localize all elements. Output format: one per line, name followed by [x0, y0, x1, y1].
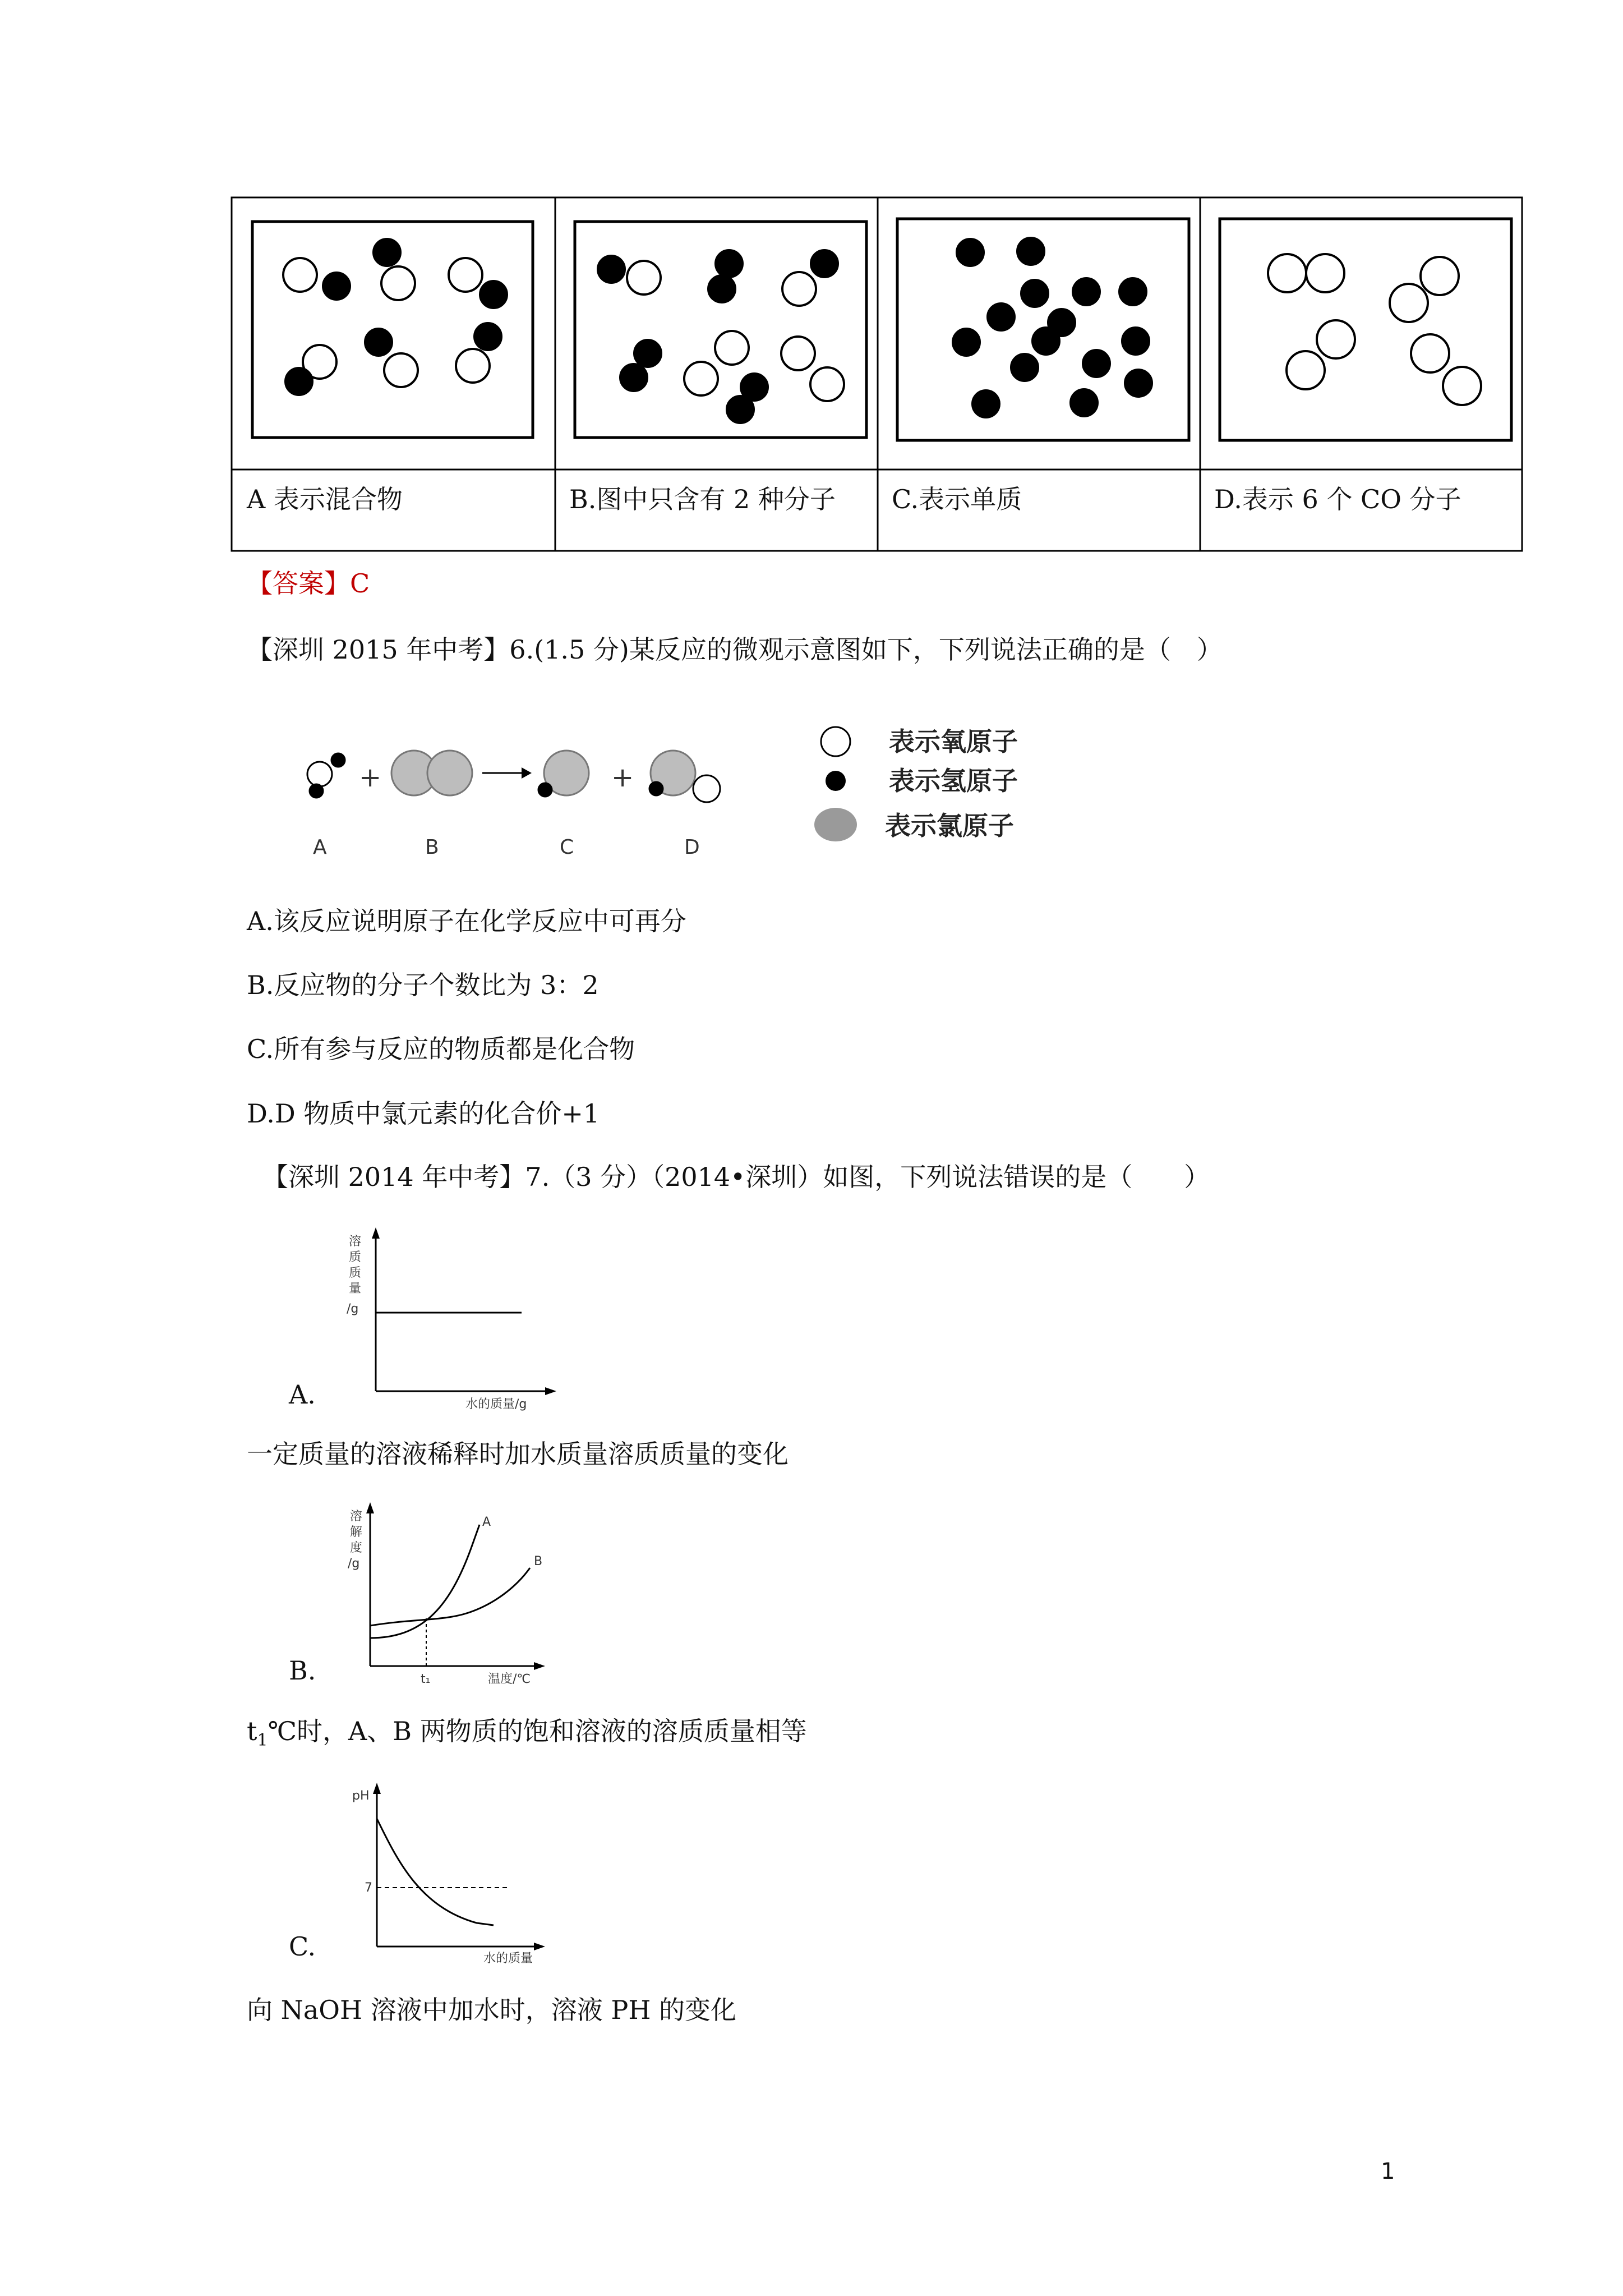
graph-a	[336, 1223, 572, 1414]
svg-text:质: 质	[349, 1266, 362, 1280]
graph-b-caption: $t_1℃$时，A、B 两物质的饱和溶液的溶质质量相等	[247, 1716, 807, 1751]
graph-c-caption: 向 NaOH 溶液中加水时，溶液 PH 的变化	[247, 1995, 737, 2025]
legend-hydrogen: 表示氢原子	[889, 766, 1018, 796]
q6-option-a: A.该反应说明原子在化学反应中可再分	[247, 906, 686, 936]
graph-b	[336, 1498, 572, 1688]
label-b: B	[425, 836, 439, 859]
q6-option-b: B.反应物的分子个数比为 3：2	[247, 970, 599, 1000]
legend-oxygen: 表示氧原子	[889, 726, 1018, 757]
graph-c	[336, 1778, 572, 1963]
svg-text:t₁: t₁	[421, 1672, 431, 1686]
q6-option-d: D.D 物质中氯元素的化合价+1	[247, 1098, 600, 1129]
svg-text:/g: /g	[347, 1302, 359, 1316]
answer-value: C	[350, 568, 370, 599]
svg-text:pH: pH	[352, 1789, 370, 1803]
svg-text:/g: /g	[348, 1557, 360, 1571]
svg-text:解: 解	[350, 1525, 363, 1539]
reaction-diagram	[280, 707, 1066, 869]
label-d: D	[684, 836, 700, 859]
graph-c-letter: C.	[289, 1931, 316, 1962]
svg-text:温度/℃: 温度/℃	[488, 1672, 531, 1686]
svg-text:水的质量/g: 水的质量/g	[465, 1397, 527, 1411]
legend-chlorine-symbol	[814, 808, 857, 841]
svg-text:溶: 溶	[350, 1510, 363, 1524]
option-d-label: D.表示 6 个 CO 分子	[1214, 484, 1461, 514]
graph-a-letter: A.	[289, 1379, 316, 1410]
answer-line	[247, 567, 370, 600]
legend-oxygen-symbol	[821, 727, 850, 756]
svg-text:量: 量	[349, 1282, 362, 1296]
box-d-molecules	[1268, 254, 1481, 405]
box-b-molecules	[598, 250, 844, 423]
legend-hydrogen-symbol	[826, 771, 846, 791]
svg-text:度: 度	[350, 1541, 363, 1555]
svg-text:溶: 溶	[349, 1235, 362, 1249]
option-b-label: B.图中只含有 2 种分子	[569, 484, 836, 514]
box-a-molecules	[283, 239, 507, 395]
svg-text:A: A	[482, 1515, 491, 1529]
graph-a-caption: 一定质量的溶液稀释时加水质量溶质质量的变化	[247, 1439, 789, 1469]
label-a: A	[313, 836, 327, 859]
answer-prefix: 【答案】	[247, 568, 350, 599]
page-number: 1	[1381, 2159, 1395, 2184]
option-a-label: A 表示混合物	[247, 484, 403, 514]
plus-sign-1: +	[359, 762, 382, 793]
q5-table-figure	[0, 0, 1623, 561]
legend-chlorine: 表示氯原子	[885, 811, 1014, 841]
q7-stem: 【深圳 2014 年中考】7.（3 分）（2014•深圳）如图，下列说法错误的是（ ）	[262, 1162, 1210, 1192]
label-c: C	[560, 836, 574, 859]
svg-text:B: B	[534, 1554, 543, 1568]
box-c-atoms	[953, 238, 1152, 417]
svg-text:质: 质	[349, 1250, 362, 1264]
graph-b-letter: B.	[289, 1655, 316, 1686]
option-c-label: C.表示单质	[892, 484, 1022, 514]
q6-option-c: C.所有参与反应的物质都是化合物	[247, 1034, 635, 1064]
q6-stem: 【深圳 2015 年中考】6.(1.5 分)某反应的微观示意图如下，下列说法正确的是（ ）	[247, 634, 1223, 665]
svg-text:水的质量: 水的质量	[483, 1952, 533, 1963]
plus-sign-2: +	[611, 762, 634, 793]
svg-text:7: 7	[365, 1881, 372, 1895]
